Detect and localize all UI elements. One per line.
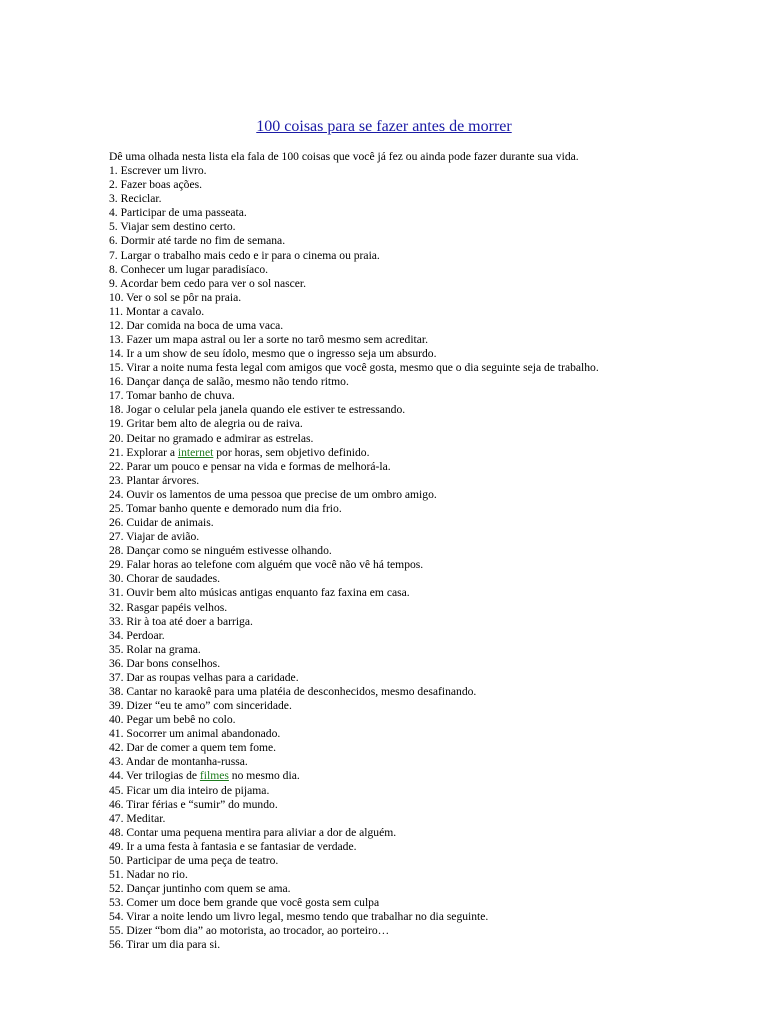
list-item: 41. Socorrer um animal abandonado. [109, 727, 281, 741]
list-item: 5. Viajar sem destino certo. [109, 220, 236, 234]
list-item: 2. Fazer boas ações. [109, 178, 203, 192]
list-item: 49. Ir a uma festa à fantasia e se fantasiar de verdade. [109, 839, 357, 853]
list-item: 7. Largar o trabalho mais cedo e ir para o cinema ou praia. [109, 248, 380, 262]
list-item: 24. Ouvir os lamentos de uma pessoa que precise de um ombro amigo. [109, 487, 437, 501]
list-item: 35. Rolar na grama. [109, 642, 201, 656]
list-item: 37. Dar as roupas velhas para a caridade. [109, 670, 299, 684]
list-item: 39. Dizer “eu te amo” com sinceridade. [109, 699, 292, 713]
list-item: 22. Parar um pouco e pensar na vida e formas de melhorá-la. [109, 459, 391, 473]
inline-link[interactable]: filmes [199, 769, 229, 783]
list-item: 4. Participar de uma passeata. [109, 206, 247, 220]
list-item: 18. Jogar o celular pela janela quando ele estiver te estressando. [109, 403, 406, 417]
list-item: 34. Perdoar. [109, 628, 165, 642]
list-item: 23. Plantar árvores. [109, 473, 200, 487]
list-item: 30. Chorar de saudades. [109, 572, 221, 586]
list-item: 14. Ir a um show de seu ídolo, mesmo que o ingresso seja um absurdo. [109, 347, 437, 361]
inline-link[interactable]: internet [177, 445, 214, 459]
list-item: 26. Cuidar de animais. [109, 516, 214, 530]
list-item: 55. Dizer “bom dia” ao motorista, ao trocador, ao porteiro… [109, 924, 390, 938]
list-item: 9. Acordar bem cedo para ver o sol nascer. [109, 276, 307, 290]
list-item: 51. Nadar no rio. [109, 867, 188, 881]
list-item-text: 44. Ver trilogias de [109, 769, 200, 783]
list-item: 50. Participar de uma peça de teatro. [109, 853, 279, 867]
list-item: 53. Comer um doce bem grande que você gosta sem culpa [109, 896, 380, 910]
item-list [109, 164, 709, 952]
list-item: 29. Falar horas ao telefone com alguém que você não vê há tempos. [109, 558, 424, 572]
list-item: 43. Andar de montanha-russa. [109, 755, 248, 769]
page-title[interactable]: 100 coisas para se fazer antes de morrer [256, 118, 512, 135]
list-item: 38. Cantar no karaokê para uma platéia de desconhecidos, mesmo desafinando. [109, 684, 477, 698]
list-item: 36. Dar bons conselhos. [109, 656, 221, 670]
list-item: 13. Fazer um mapa astral ou ler a sorte no tarô mesmo sem acreditar. [109, 333, 429, 347]
list-item: 25. Tomar banho quente e demorado num dia frio. [109, 501, 342, 515]
list-item: 42. Dar de comer a quem tem fome. [109, 741, 277, 755]
list-item: 11. Montar a cavalo. [109, 304, 205, 318]
list-item-text: por horas, sem objetivo definido. [213, 445, 370, 459]
list-item: 6. Dormir até tarde no fim de semana. [109, 234, 286, 248]
list-item: 1. Escrever um livro. [109, 164, 207, 178]
list-item: 15. Virar a noite numa festa legal com amigos que você gosta, mesmo que o dia seguinte seja de trabalho. [109, 361, 599, 375]
list-item: 31. Ouvir bem alto músicas antigas enquanto faz faxina em casa. [109, 586, 410, 600]
list-item: 47. Meditar. [109, 811, 166, 825]
list-item: 3. Reciclar. [109, 192, 162, 206]
list-item-text: 21. Explorar a [109, 445, 178, 459]
document-body [109, 150, 709, 952]
list-item: 33. Rir à toa até doer a barriga. [109, 614, 253, 628]
list-item: 54. Virar a noite lendo um livro legal, mesmo tendo que trabalhar no dia seguinte. [109, 910, 489, 924]
list-item: 56. Tirar um dia para si. [109, 938, 221, 952]
list-item: 45. Ficar um dia inteiro de pijama. [109, 783, 270, 797]
list-item: 20. Deitar no gramado e admirar as estrelas. [109, 431, 314, 445]
list-item: 52. Dançar juntinho com quem se ama. [109, 882, 291, 896]
list-item: 17. Tomar banho de chuva. [109, 389, 235, 403]
list-item: 12. Dar comida na boca de uma vaca. [109, 318, 284, 332]
list-item: 19. Gritar bem alto de alegria ou de raiva. [109, 417, 303, 431]
list-item [109, 446, 709, 460]
list-item: 46. Tirar férias e “sumir” do mundo. [109, 797, 278, 811]
list-item: 48. Contar uma pequena mentira para aliviar a dor de alguém. [109, 825, 397, 839]
list-item-text: no mesmo dia. [228, 769, 300, 783]
list-item: 27. Viajar de avião. [109, 530, 200, 544]
list-item: 10. Ver o sol se pôr na praia. [109, 290, 242, 304]
list-item [109, 769, 709, 783]
intro-text: Dê uma olhada nesta lista ela fala de 100 coisas que você já fez ou ainda pode fazer durante sua vida. [109, 150, 579, 163]
list-item: 32. Rasgar papéis velhos. [109, 600, 228, 614]
list-item: 28. Dançar como se ninguém estivesse olhando. [109, 544, 332, 558]
list-item: 8. Conhecer um lugar paradisíaco. [109, 262, 269, 276]
list-item: 40. Pegar um bebê no colo. [109, 713, 236, 727]
list-item: 16. Dançar dança de salão, mesmo não tendo ritmo. [109, 375, 349, 389]
